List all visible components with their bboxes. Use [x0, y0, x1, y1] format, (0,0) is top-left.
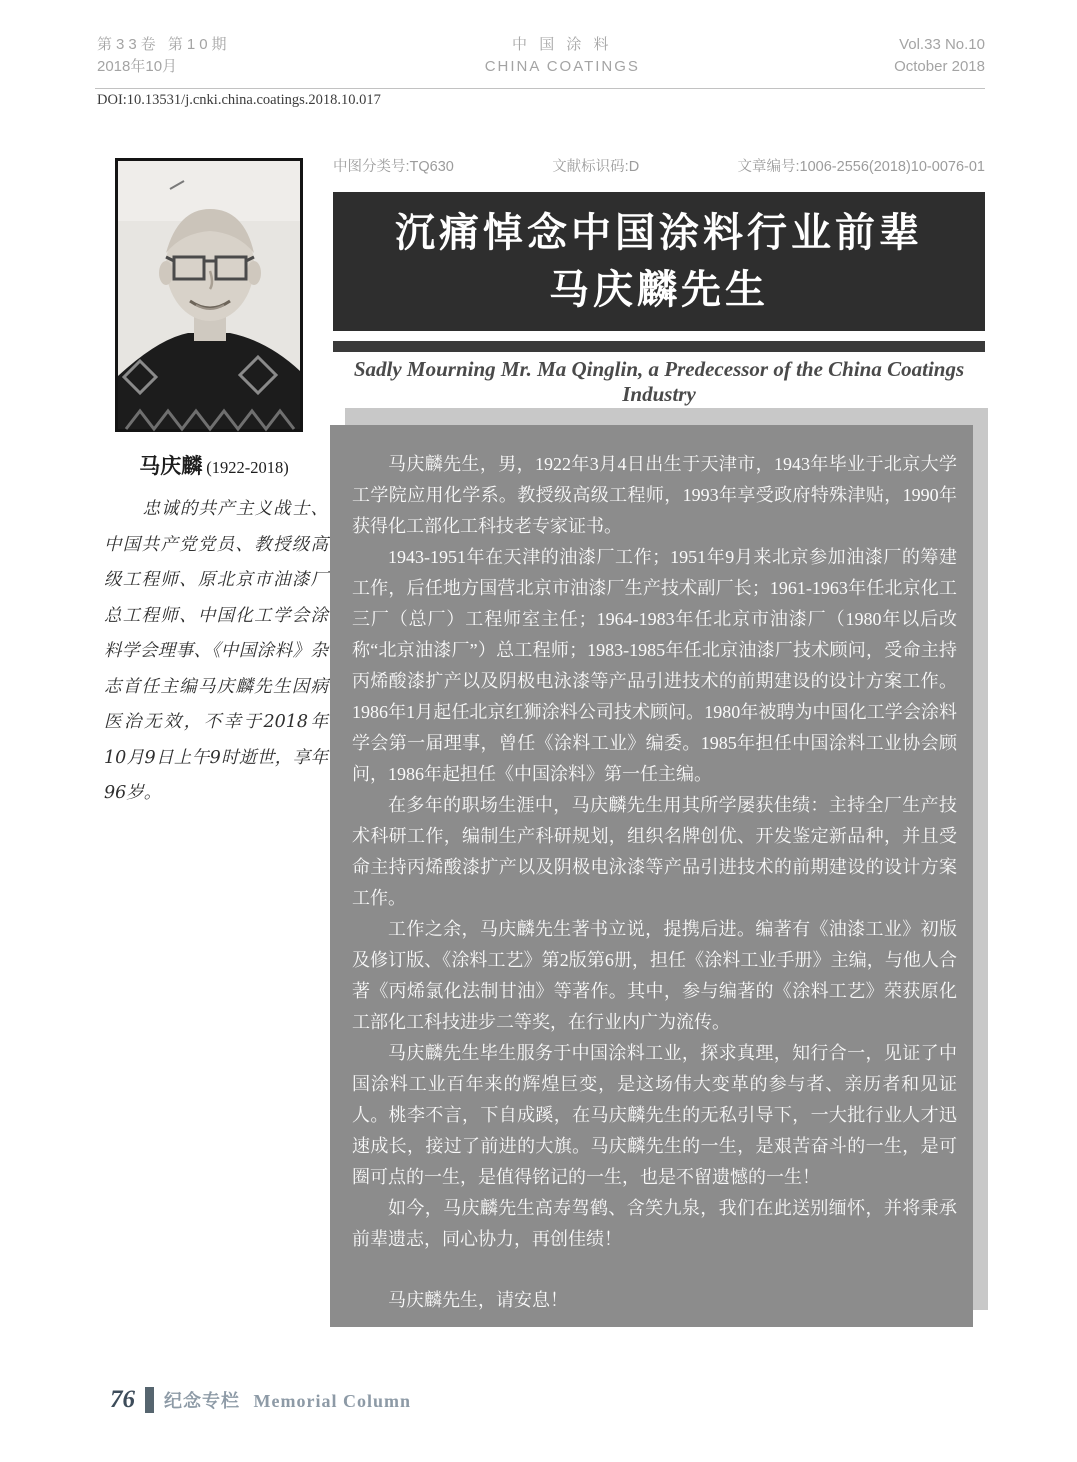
column-label-cn: 纪念专栏 [164, 1391, 240, 1411]
obituary-note: 忠诚的共产主义战士、中国共产党党员、教授级高级工程师、原北京市油漆厂总工程师、中国化工学会涂料学会理事、《中国涂料》杂志首任主编马庆麟先生因病医治无效，不幸于2018年10月9日上午9时逝世，享年96岁。 [104, 499, 328, 803]
clc-number: 中图分类号:TQ630 [333, 159, 454, 175]
doi-text: DOI:10.13531/j.cnki.china.coatings.2018.10.017 [97, 92, 381, 108]
rest-in-peace-line: 马庆麟先生，请安息！ [388, 1290, 568, 1310]
journal-name [485, 34, 640, 78]
body-paragraph-6: 如今，马庆麟先生高寿驾鹤、含笑九泉，我们在此送别缅怀，并将秉承前辈遗志，同心协力，再创佳绩！ [352, 1198, 957, 1249]
person-name: 马庆麟 [139, 455, 203, 478]
header-issue-info [97, 34, 231, 78]
article-meta-row [333, 155, 985, 176]
article-title-english: Sadly Mourning Mr. Ma Qinglin, a Predecessor of the China Coatings Industry [353, 357, 965, 406]
signature-block [352, 1366, 957, 1438]
body-paragraph-4: 工作之余，马庆麟先生著书立说，提携后进。编著有《油漆工业》初版及修订版、《涂料工艺》第2版第6册，担任《涂料工业手册》主编，与他人合著《丙烯氯化法制甘油》等著作。其中，参与编著的《涂料工艺》荣获原化工部化工科技进步二等奖，在行业内广为流传。 [352, 919, 957, 1032]
footer-bar-icon [145, 1387, 154, 1413]
volume-issue-cn: 第33卷 第10期 [97, 36, 231, 53]
article-title-line2: 马庆麟先生 [549, 267, 769, 312]
body-paragraph-1: 马庆麟先生，男，1922年3月4日出生于天津市，1943年毕业于北京大学工学院应用化学系。教授级高级工程师，1993年享受政府特殊津贴，1990年获得化工部化工科技老专家证书。 [352, 454, 957, 536]
portrait-photo [115, 158, 303, 432]
signature-date: 2018年10月9日 [771, 1409, 895, 1430]
body-paragraph-3: 在多年的职场生涯中，马庆麟先生用其所学屡获佳绩：主持全厂生产技术科研工作，编制生产科研规划，组织名牌创优、开发鉴定新品种，并且受命主持丙烯酸漆扩产以及阴极电泳漆等产品引进技术的前期建设的设计方案工作。 [352, 795, 957, 908]
date-cn: 2018年10月 [97, 58, 178, 75]
header-volume-info [894, 34, 985, 78]
header-divider [95, 88, 985, 89]
article-title-box [333, 192, 985, 331]
body-paragraph-5: 马庆麟先生毕生服务于中国涂料工业，探求真理，知行合一，见证了中国涂料工业百年来的辉煌巨变，是这场伟大变革的参与者、亲历者和见证人。桃李不言，下自成蹊，在马庆麟先生的无私引导下，一大批行业人才迅速成长，接过了前进的大旗。马庆麟先生的一生，是艰苦奋斗的一生，是可圈可点的一生，是值得铭记的一生，也是不留遗憾的一生！ [352, 1043, 957, 1187]
person-years: (1922-2018) [206, 458, 289, 477]
column-label [164, 1387, 411, 1413]
page-number: 76 [110, 1386, 135, 1413]
journal-name-cn: 中 国 涂 料 [512, 36, 613, 53]
date-en: October 2018 [894, 58, 985, 75]
column-label-en: Memorial Column [253, 1391, 411, 1411]
volume-issue-en: Vol.33 No.10 [899, 36, 985, 53]
portrait-photo-illustration [118, 161, 300, 429]
document-code: 文献标识码:D [552, 159, 640, 175]
article-title-line1: 沉痛悼念中国涂料行业前辈 [395, 210, 923, 255]
article-id: 文章编号:1006-2556(2018)10-0076-01 [737, 159, 985, 175]
journal-name-en: CHINA COATINGS [484, 58, 640, 75]
signature-organization: 中国涂料工业协会 [756, 1373, 909, 1394]
page-footer [110, 1386, 411, 1414]
title-underline-bar [333, 341, 985, 352]
photo-caption [100, 450, 328, 480]
body-paragraph-2: 1943-1951年在天津的油漆厂工作；1951年9月来北京参加油漆厂的筹建工作，后任地方国营北京市油漆厂生产技术副厂长；1961-1963年任北京化工三厂（总厂）工程师室主任；1964-1983年任北京市油漆厂（1980年以后改称“北京油漆厂”）总工程师；1983-1985年任北京油漆厂技术顾问，受命主持丙烯酸漆扩产以及阴极电泳漆等产品引进技术的前期建设的设计方案工作。1986年1月起任北京红狮涂料公司技术顾问。1980年被聘为中国化工学会涂料学会第一届理事，曾任《涂料工业》编委。1985年担任中国涂料工业协会顾问，1986年起担任《中国涂料》第一任主编。 [352, 547, 957, 784]
journal-header [97, 34, 985, 78]
